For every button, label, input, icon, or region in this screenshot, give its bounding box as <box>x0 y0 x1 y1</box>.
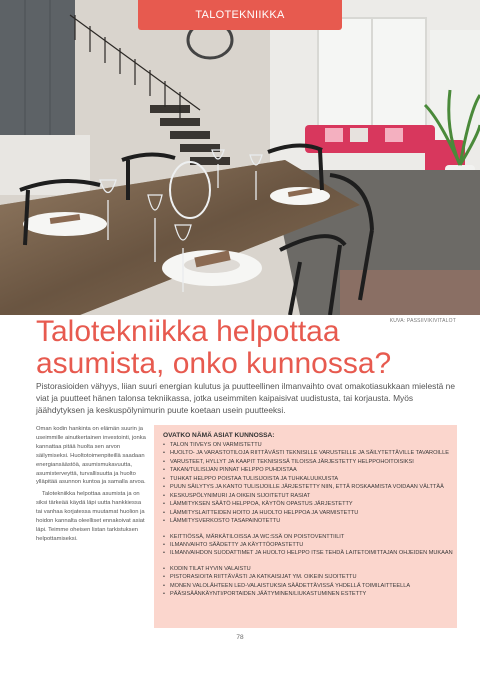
checklist-item: • TAKAN/TULISIJAN PINNAT HELPPO PUHDISTAA <box>163 466 448 474</box>
checklist-item: • ILMANVAIHDON SUODATTIMET JA HUOLTO HELPPO ITSE TEHDÄ LAITETOIMITTAJAN OHJEIDEN MUKAAN <box>163 549 448 557</box>
dining-room-photo <box>0 0 480 315</box>
checklist-box <box>154 425 457 628</box>
checklist-item: • PÄÄSISÄÄNKÄYNTI/PORTAIDEN JÄÄTYMINEN/LIUKASTUMINEN ESTETTY <box>163 590 448 598</box>
checklist-item: • KEITTIÖSSÄ, MÄRKÄTILOISSA JA WC:SSÄ ON POISTOVENTTIILIT <box>163 533 448 541</box>
page-number: 78 <box>236 634 244 641</box>
body-paragraph: Talotekniikka helpottaa asumista ja on siksi tärkeää käydä läpi uutta hankkiessa tai vanhaa korjatessa muutamat huolion ja hoidon kannalta oleelliset ennakoivat asiat läpi. Teimme oheisen listan tarkistuksen helpottamiseksi. <box>36 491 145 542</box>
checklist-item: • TALON TIIVEYS ON VARMISTETTU <box>163 441 448 449</box>
checklist-group-building <box>163 441 448 526</box>
checklist-item: • KODIN TILAT HYVIN VALAISTU <box>163 565 448 573</box>
checklist-item: • PUUN SÄILYTYS JA KANTO TULISIJOILLE JÄRJESTETTY NIIN, ETTÄ ROSKAAMISTA VOIDAAN VÄLTTÄÄ <box>163 483 448 491</box>
checklist-group-ventilation <box>163 533 453 558</box>
article-title: Talotekniikka helpottaa asumista, onko kunnossa? <box>36 315 392 380</box>
photo-credit: KUVA: PASSIIVIKIVITALOT <box>389 318 456 324</box>
checklist-item: • TUHKAT HELPPO POISTAA TULISIJOISTA JA TUHKALUUKUISTA <box>163 475 448 483</box>
section-label: TALOTEKNIIKKA <box>138 0 342 30</box>
checklist-group-electrical <box>163 565 448 599</box>
checklist-item: • KESKUSPÖLYNIMURI JA OIKEIN SIJOITETUT RASIAT <box>163 492 448 500</box>
checklist-item: • PISTORASIOITA RIITTÄVÄSTI JA KATKAISIJAT YM. OIKEIN SIJOITETTU <box>163 573 448 581</box>
checklist-item: • VARUSTEET, HYLLYT JA KAAPIT TEKNISISSÄ TILOISSA JÄRJESTETTY HELPPOHOITOISIKSI <box>163 458 448 466</box>
checklist-item: • LÄMMITYKSEN SÄÄTÖ HELPPOA, KÄYTÖN OPASTUS JÄRJESTETTY <box>163 500 448 508</box>
article-body <box>36 425 148 547</box>
checklist-item: • MONEN VALOLÄHTEEN LED-VALAISTUKSIA SÄÄDETTÄVISSÄ YHDELLÄ TOIMILAITTEELLA <box>163 582 448 590</box>
checklist-item: • ILMANVAIHTO SÄÄDETTY JA KÄYTTÖOPASTETTU <box>163 541 448 549</box>
body-paragraph: Oman kodin hankinta on elämän suurin ja useimmille ainutkertainen investointi, jonka kannattaa pitää huolta sen arvon säilymiseksi. Huoltotoimenpiteillä saadaan energiansäästöä, asumismukavuutta, asumisterveyttä, turvallisuutta ja huolto ylläpitää asunnon kuntoa ja samalla arvoa. <box>36 426 146 486</box>
checklist-item: • LÄMMITYSVERKOSTO TASAPAINOTETTU <box>163 517 448 525</box>
checklist-item: • HUOLTO- JA VARASTOTILOJA RIITTÄVÄSTI TEKNISILLE VARUSTEILLE JA SÄILYTETTÄVILLE TAVAROILLE <box>163 449 448 457</box>
article-lead: Pistorasioiden vähyys, liian suuri energian kulutus ja puutteellinen ilmanvaihto ovat omakotiasukkaan mielestä ne viat ja puutteet hänen talonsa tekniikassa, jotka useimmiten kaipaisivat uudistusta, tai korjausta. Myös jäähdytyksen ja keskuspölynimurin puute koetaan usein puutteeksi. <box>36 381 455 416</box>
checklist-item: • LÄMMITYSLAITTEIDEN HOITO JA HUOLTO HELPPOA JA VARMISTETTU <box>163 509 448 517</box>
checklist-title: OVATKO NÄMÄ ASIAT KUNNOSSA: <box>163 432 275 439</box>
